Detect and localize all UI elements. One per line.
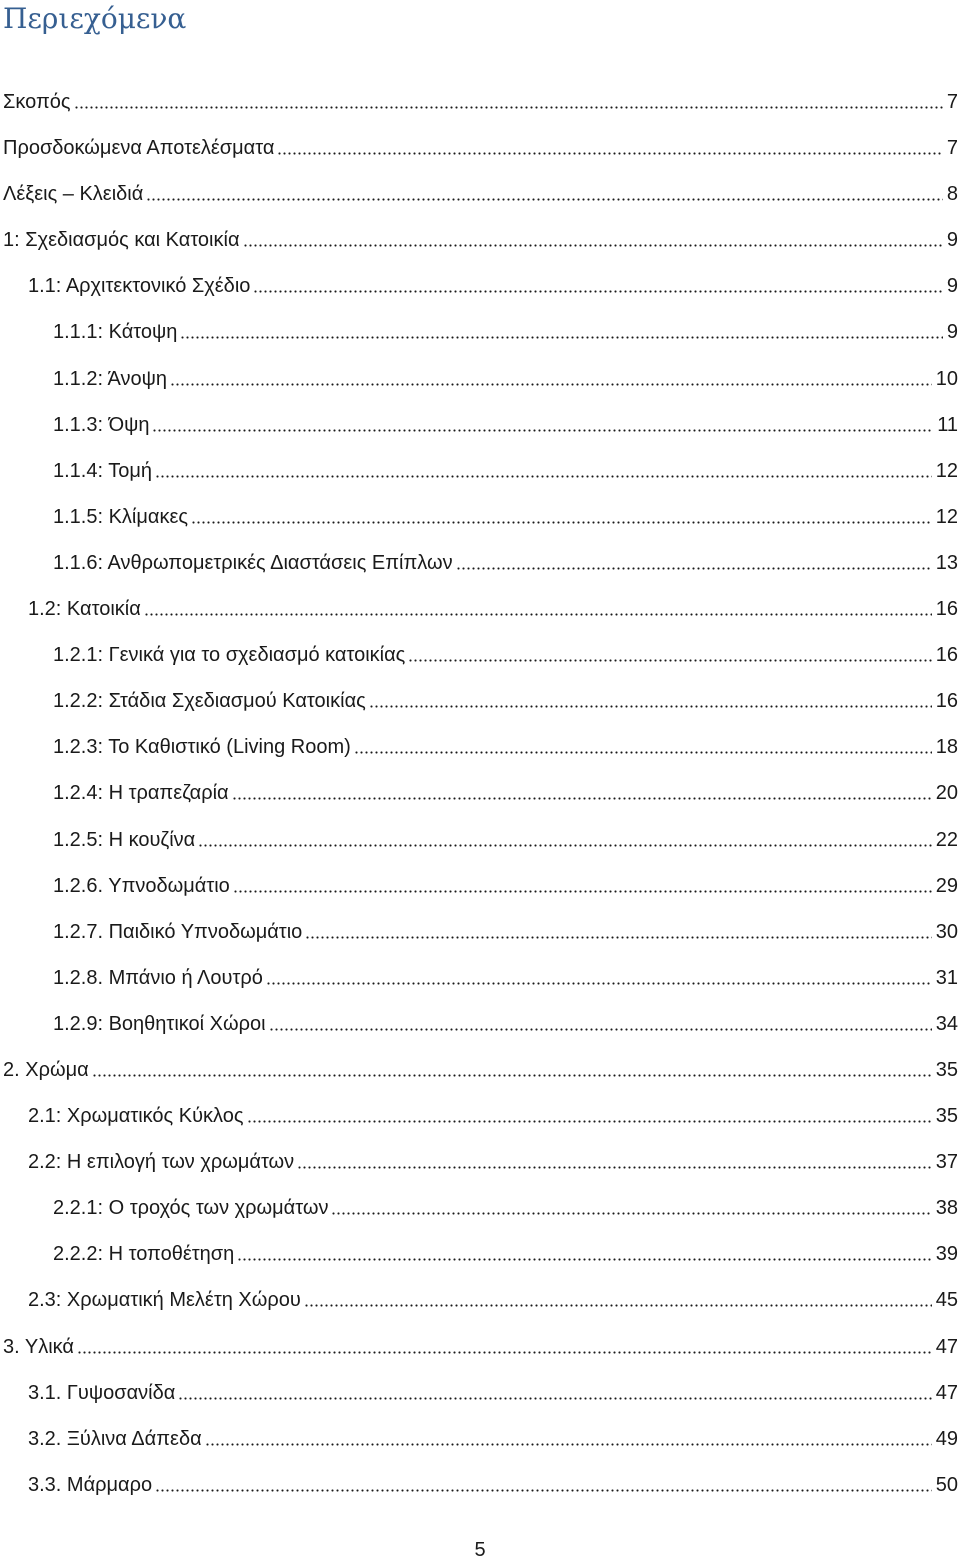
table-of-contents bbox=[0, 79, 960, 1508]
toc-entry[interactable] bbox=[0, 1231, 960, 1277]
toc-entry-page: 37 bbox=[935, 1151, 958, 1174]
toc-entry[interactable] bbox=[0, 632, 960, 678]
toc-entry-label: 1.2.8. Μπάνιο ή Λουτρό bbox=[53, 955, 266, 1001]
toc-entry[interactable] bbox=[0, 1185, 960, 1231]
toc-dot-leader bbox=[305, 919, 931, 939]
toc-entry-page: 45 bbox=[935, 1289, 958, 1312]
toc-dot-leader bbox=[456, 550, 932, 570]
toc-entry-page: 20 bbox=[935, 782, 958, 805]
toc-entry-label: 1.2.5: Η κουζίνα bbox=[53, 817, 198, 863]
toc-dot-leader bbox=[155, 458, 932, 478]
toc-entry-label: 1: Σχεδιασμός και Κατοικία bbox=[3, 217, 243, 263]
toc-entry-label: 1.1.5: Κλίμακες bbox=[53, 494, 191, 540]
toc-entry-label: 2.2.2: Η τοποθέτηση bbox=[53, 1231, 237, 1277]
toc-heading: Περιεχόμενα bbox=[3, 2, 187, 35]
toc-entry-page: 35 bbox=[935, 1105, 958, 1128]
toc-entry-page: 13 bbox=[935, 551, 958, 574]
toc-dot-leader bbox=[178, 1380, 931, 1400]
toc-entry-label: 1.1.1: Κάτοψη bbox=[53, 309, 180, 355]
toc-entry-label: 2.1: Χρωματικός Κύκλος bbox=[28, 1093, 247, 1139]
toc-entry[interactable] bbox=[0, 770, 960, 816]
toc-entry[interactable] bbox=[0, 1370, 960, 1416]
toc-entry[interactable] bbox=[0, 217, 960, 263]
toc-dot-leader bbox=[369, 688, 932, 708]
toc-entry-page: 9 bbox=[946, 321, 958, 344]
toc-entry-page: 8 bbox=[946, 183, 958, 206]
toc-entry-label: 1.1.6: Ανθρωπομετρικές Διαστάσεις Επίπλων bbox=[53, 540, 456, 586]
toc-entry[interactable] bbox=[0, 402, 960, 448]
toc-entry[interactable] bbox=[0, 1462, 960, 1508]
toc-entry-page: 7 bbox=[946, 91, 958, 113]
toc-entry-page: 38 bbox=[935, 1197, 958, 1220]
toc-entry-page: 16 bbox=[935, 644, 958, 667]
toc-entry-label: 1.2.6. Υπνοδωμάτιο bbox=[53, 863, 233, 909]
toc-entry-label: 2.3: Χρωματική Μελέτη Χώρου bbox=[28, 1277, 304, 1323]
toc-entry[interactable] bbox=[0, 494, 960, 540]
toc-entry-label: 2. Χρώμα bbox=[3, 1047, 92, 1093]
toc-entry-page: 31 bbox=[935, 966, 958, 989]
toc-entry-page: 47 bbox=[935, 1335, 958, 1358]
toc-entry-page: 35 bbox=[935, 1058, 958, 1081]
toc-dot-leader bbox=[408, 642, 931, 662]
toc-entry[interactable] bbox=[0, 1277, 960, 1323]
toc-entry-label: 2.2: Η επιλογή των χρωμάτων bbox=[28, 1139, 297, 1185]
toc-entry[interactable] bbox=[0, 1093, 960, 1139]
toc-entry[interactable] bbox=[0, 863, 960, 909]
toc-dot-leader bbox=[198, 827, 932, 847]
toc-entry-page: 12 bbox=[935, 459, 958, 482]
toc-entry[interactable] bbox=[0, 1416, 960, 1462]
toc-dot-leader bbox=[77, 1334, 932, 1354]
toc-entry[interactable] bbox=[0, 1139, 960, 1185]
toc-entry-label: 1.1.4: Τομή bbox=[53, 448, 155, 494]
toc-entry-label: 1.2: Κατοικία bbox=[28, 586, 144, 632]
toc-entry-page: 47 bbox=[935, 1381, 958, 1404]
toc-entry-page: 7 bbox=[946, 137, 958, 160]
toc-dot-leader bbox=[152, 412, 933, 432]
page-number: 5 bbox=[474, 1539, 486, 1561]
toc-entry-label: 1.2.2: Στάδια Σχεδιασμού Κατοικίας bbox=[53, 678, 369, 724]
toc-entry-page: 22 bbox=[935, 828, 958, 851]
toc-entry-page: 30 bbox=[935, 920, 958, 943]
toc-entry-label: 3.3. Μάρμαρο bbox=[28, 1462, 155, 1508]
toc-entry[interactable] bbox=[0, 356, 960, 402]
toc-entry-label: 3.2. Ξύλινα Δάπεδα bbox=[28, 1416, 205, 1462]
toc-entry-label: 2.2.1: Ο τροχός των χρωμάτων bbox=[53, 1185, 331, 1231]
toc-dot-leader bbox=[191, 504, 932, 524]
toc-entry[interactable] bbox=[0, 448, 960, 494]
toc-entry-label: Λέξεις – Κλειδιά bbox=[3, 171, 146, 217]
toc-dot-leader bbox=[297, 1149, 932, 1169]
toc-entry[interactable] bbox=[0, 1001, 960, 1047]
toc-entry-label: 1.2.1: Γενικά για το σχεδιασμό κατοικίας bbox=[53, 632, 408, 678]
toc-entry-page: 9 bbox=[946, 275, 958, 298]
toc-entry[interactable] bbox=[0, 678, 960, 724]
toc-entry[interactable] bbox=[0, 1047, 960, 1093]
toc-dot-leader bbox=[237, 1241, 932, 1261]
toc-dot-leader bbox=[232, 780, 932, 800]
toc-dot-leader bbox=[155, 1472, 932, 1492]
toc-entry-page: 10 bbox=[935, 367, 958, 390]
toc-entry[interactable] bbox=[0, 817, 960, 863]
toc-dot-leader bbox=[243, 227, 943, 247]
toc-dot-leader bbox=[266, 965, 932, 985]
toc-dot-leader bbox=[74, 89, 943, 109]
toc-entry-page: 39 bbox=[935, 1243, 958, 1266]
toc-entry-page: 29 bbox=[935, 874, 958, 897]
toc-entry-page: 34 bbox=[935, 1012, 958, 1035]
toc-entry[interactable] bbox=[0, 955, 960, 1001]
toc-dot-leader bbox=[170, 366, 932, 386]
toc-dot-leader bbox=[233, 873, 932, 893]
toc-dot-leader bbox=[331, 1195, 931, 1215]
toc-entry-label: Προσδοκώμενα Αποτελέσματα bbox=[3, 125, 277, 171]
toc-entry-page: 49 bbox=[935, 1427, 958, 1450]
toc-entry-label: 1.2.7. Παιδικό Υπνοδωμάτιο bbox=[53, 909, 305, 955]
toc-entry-label: 3.1. Γυψοσανίδα bbox=[28, 1370, 178, 1416]
toc-entry-page: 16 bbox=[935, 690, 958, 713]
toc-entry[interactable] bbox=[0, 79, 960, 125]
toc-dot-leader bbox=[354, 734, 932, 754]
toc-entry-label: 1.1.3: Όψη bbox=[53, 402, 152, 448]
toc-entry-label: 1.1.2: Άνοψη bbox=[53, 356, 170, 402]
toc-entry-page: 11 bbox=[937, 413, 958, 436]
toc-dot-leader bbox=[205, 1426, 932, 1446]
toc-entry[interactable] bbox=[0, 540, 960, 586]
toc-entry-label: 1.2.3: Το Καθιστικό (Living Room) bbox=[53, 724, 354, 770]
toc-entry-label: 1.1: Αρχιτεκτονικό Σχέδιο bbox=[28, 263, 253, 309]
toc-dot-leader bbox=[277, 135, 942, 155]
toc-entry[interactable] bbox=[0, 1324, 960, 1370]
toc-entry[interactable] bbox=[0, 909, 960, 955]
toc-entry-label: 3. Υλικά bbox=[3, 1324, 77, 1370]
toc-dot-leader bbox=[180, 319, 943, 339]
toc-entry[interactable] bbox=[0, 171, 960, 217]
toc-entry-label: 1.2.9: Βοηθητικοί Χώροι bbox=[53, 1001, 269, 1047]
toc-dot-leader bbox=[253, 273, 942, 293]
toc-entry[interactable] bbox=[0, 724, 960, 770]
toc-entry[interactable] bbox=[0, 586, 960, 632]
toc-entry[interactable] bbox=[0, 309, 960, 355]
toc-dot-leader bbox=[92, 1057, 932, 1077]
toc-dot-leader bbox=[144, 596, 932, 616]
toc-dot-leader bbox=[269, 1011, 932, 1031]
toc-dot-leader bbox=[304, 1287, 932, 1307]
toc-entry-label: 1.2.4: Η τραπεζαρία bbox=[53, 770, 232, 816]
toc-entry-page: 18 bbox=[935, 736, 958, 759]
toc-entry-page: 50 bbox=[935, 1473, 958, 1496]
toc-entry[interactable] bbox=[0, 263, 960, 309]
toc-entry-label: Σκοπός bbox=[3, 79, 74, 125]
toc-dot-leader bbox=[247, 1103, 932, 1123]
toc-entry-page: 16 bbox=[935, 598, 958, 621]
toc-entry-page: 9 bbox=[946, 229, 958, 252]
toc-entry[interactable] bbox=[0, 125, 960, 171]
toc-dot-leader bbox=[146, 181, 943, 201]
toc-entry-page: 12 bbox=[935, 505, 958, 528]
